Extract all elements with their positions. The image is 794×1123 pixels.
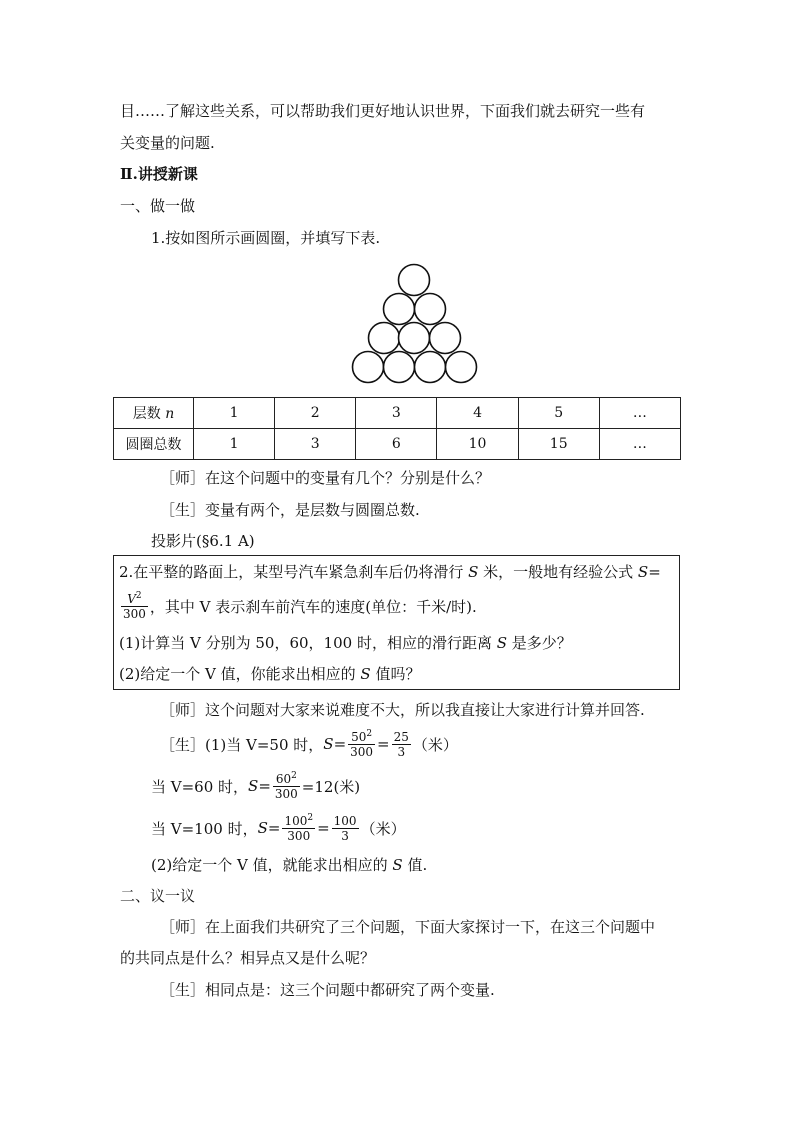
formula-fraction: $\frac{V^2}{300}$: [123, 590, 146, 621]
problem-question-2: (2)给定一个 V 值，你能求出相应的 S 值吗？: [119, 665, 421, 683]
row-header-totals: 圆圈总数: [114, 429, 194, 460]
fraction: $\frac{100}{3}$: [333, 813, 357, 843]
circle: [415, 294, 446, 325]
table-cell: 4: [437, 398, 518, 429]
table-cell: 3: [275, 429, 356, 460]
student-discussion: ［生］相同点是：这三个问题中都研究了两个变量.: [160, 981, 495, 999]
circle: [415, 352, 446, 383]
fraction: $\frac{25}{3}$: [393, 729, 409, 759]
part1-heading: 一、做一做: [120, 197, 196, 215]
table-row-totals: [114, 429, 681, 460]
answer-v100: 当 V=100 时， S = $\frac{100^2}{300}$ = $\frac{100}{3}$ （米）: [151, 812, 406, 843]
circle: [384, 294, 415, 325]
circle: [430, 323, 461, 354]
circle: [446, 352, 477, 383]
teacher-question-1: ［师］在这个问题中的变量有几个？分别是什么？: [160, 469, 491, 487]
section-heading: Ⅱ.讲授新课: [120, 165, 198, 183]
layer-circle-table: [113, 397, 681, 460]
table-cell: …: [599, 398, 680, 429]
table-cell: 15: [518, 429, 599, 460]
problem-question-1: (1)计算当 V 分别为 50，60，100 时，相应的滑行距离 S 是多少？: [119, 634, 572, 652]
answer-v60: 当 V=60 时， S = $\frac{60^2}{300}$ =12(米): [151, 770, 361, 801]
teacher-discussion-line-1: ［师］在上面我们共研究了三个问题，下面大家探讨一下，在这三个问题中: [160, 918, 656, 936]
intro-line-2: 关变量的问题.: [120, 134, 215, 152]
table-cell: 6: [356, 429, 437, 460]
table-cell: 1: [194, 398, 275, 429]
task1-text: 1.按如图所示画圆圈，并填写下表.: [151, 229, 381, 247]
problem-line-2: $\frac{V^2}{300}$ ，其中 V 表示刹车前汽车的速度(单位：千米/时).: [123, 590, 477, 621]
table-cell: 2: [275, 398, 356, 429]
table-cell: …: [599, 429, 680, 460]
circle: [399, 265, 430, 296]
answer-part-2: (2)给定一个 V 值，就能求出相应的 S 值.: [151, 856, 428, 874]
circle: [399, 323, 430, 354]
slide-label: 投影片(§6.1 A): [151, 532, 255, 550]
circle-pyramid-figure: [345, 262, 485, 386]
fraction: $\frac{60^2}{300}$: [274, 770, 298, 801]
fraction: $\frac{50^2}{300}$: [350, 728, 374, 759]
student-answer-1: ［生］变量有两个，是层数与圆圈总数.: [160, 501, 420, 519]
table-cell: 10: [437, 429, 518, 460]
problem-line-1: 2.在平整的路面上，某型号汽车紧急刹车后仍将滑行 S 米，一般地有经验公式 S=: [119, 563, 661, 581]
teacher-discussion-line-2: 的共同点是什么？相异点又是什么呢？: [120, 949, 376, 967]
table-cell: 5: [518, 398, 599, 429]
answer-v50: ［生］(1)当 V=50 时， S = $\frac{50^2}{300}$ = $\frac{25}{3}$ （米）: [160, 728, 458, 759]
part2-heading: 二、议一议: [120, 887, 196, 905]
table-cell: 3: [356, 398, 437, 429]
row-header-layers: 层数 n: [114, 398, 194, 429]
table-cell: 1: [194, 429, 275, 460]
fraction: $\frac{100^2}{300}$: [284, 812, 314, 843]
intro-line-1: 目……了解这些关系，可以帮助我们更好地认识世界，下面我们就去研究一些有: [120, 102, 646, 120]
circle: [369, 323, 400, 354]
problem-box: [113, 555, 680, 690]
table-row-layers: [114, 398, 681, 429]
teacher-statement-2: ［师］这个问题对大家来说难度不大，所以我直接让大家进行计算并回答.: [160, 701, 645, 719]
circle: [384, 352, 415, 383]
circle: [353, 352, 384, 383]
